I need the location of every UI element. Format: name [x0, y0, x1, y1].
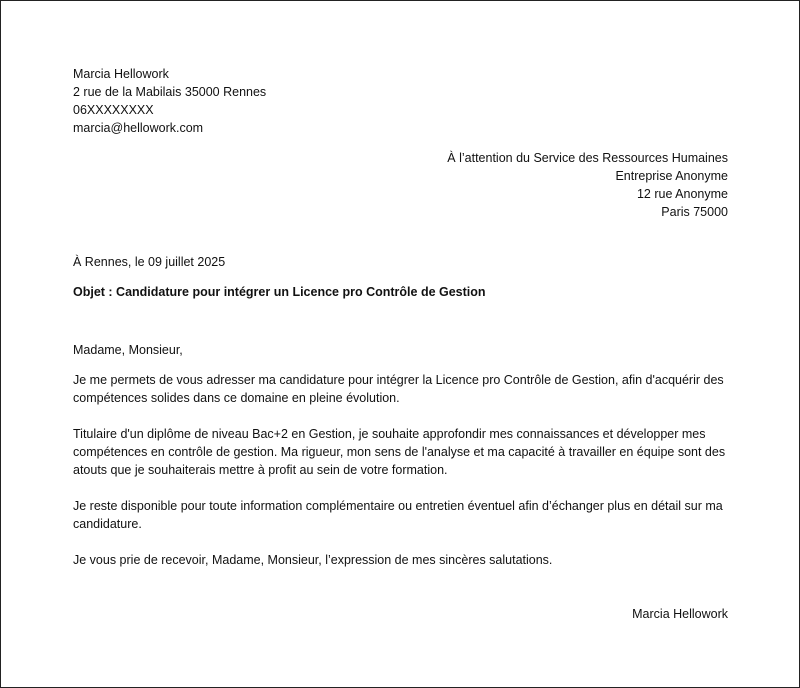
- paragraph: Titulaire d'un diplôme de niveau Bac+2 en Gestion, je souhaite approfondir mes connaissances et développer mes compétences en contrôle de gestion. Ma rigueur, mon sens de l'analyse et ma capacité à travailler en équipe sont des atouts que je souhaiterais mettre à profit au sein de votre formation.: [73, 427, 726, 477]
- date-line: À Rennes, le 09 juillet 2025: [73, 255, 226, 269]
- recipient-city: Paris 75000: [661, 205, 728, 219]
- sender-block: [73, 65, 728, 137]
- sender-email: marcia@hellowork.com: [73, 121, 204, 135]
- sender-phone: 06XXXXXXXX: [73, 103, 154, 117]
- letter-body: [73, 65, 728, 623]
- recipient-block: [73, 149, 728, 221]
- recipient-company: Entreprise Anonyme: [615, 169, 728, 183]
- recipient-attention: À l’attention du Service des Ressources Humaines: [447, 151, 728, 165]
- paragraph: Je reste disponible pour toute information complémentaire ou entretien éventuel afin d’échanger plus en détail sur ma candidature.: [73, 499, 723, 531]
- paragraph: Je me permets de vous adresser ma candidature pour intégrer la Licence pro Contrôle de Gestion, afin d'acquérir des compétences solides dans ce domaine en pleine évolution.: [73, 373, 724, 405]
- salutation: Madame, Monsieur,: [73, 343, 183, 357]
- sender-name: Marcia Hellowork: [73, 67, 169, 81]
- signature: Marcia Hellowork: [632, 607, 728, 621]
- closing-formula: Je vous prie de recevoir, Madame, Monsieur, l’expression de mes sincères salutations.: [73, 553, 553, 567]
- sender-address: 2 rue de la Mabilais 35000 Rennes: [73, 85, 267, 99]
- recipient-street: 12 rue Anonyme: [636, 187, 728, 201]
- subject-line: Objet : Candidature pour intégrer un Licence pro Contrôle de Gestion: [73, 285, 486, 299]
